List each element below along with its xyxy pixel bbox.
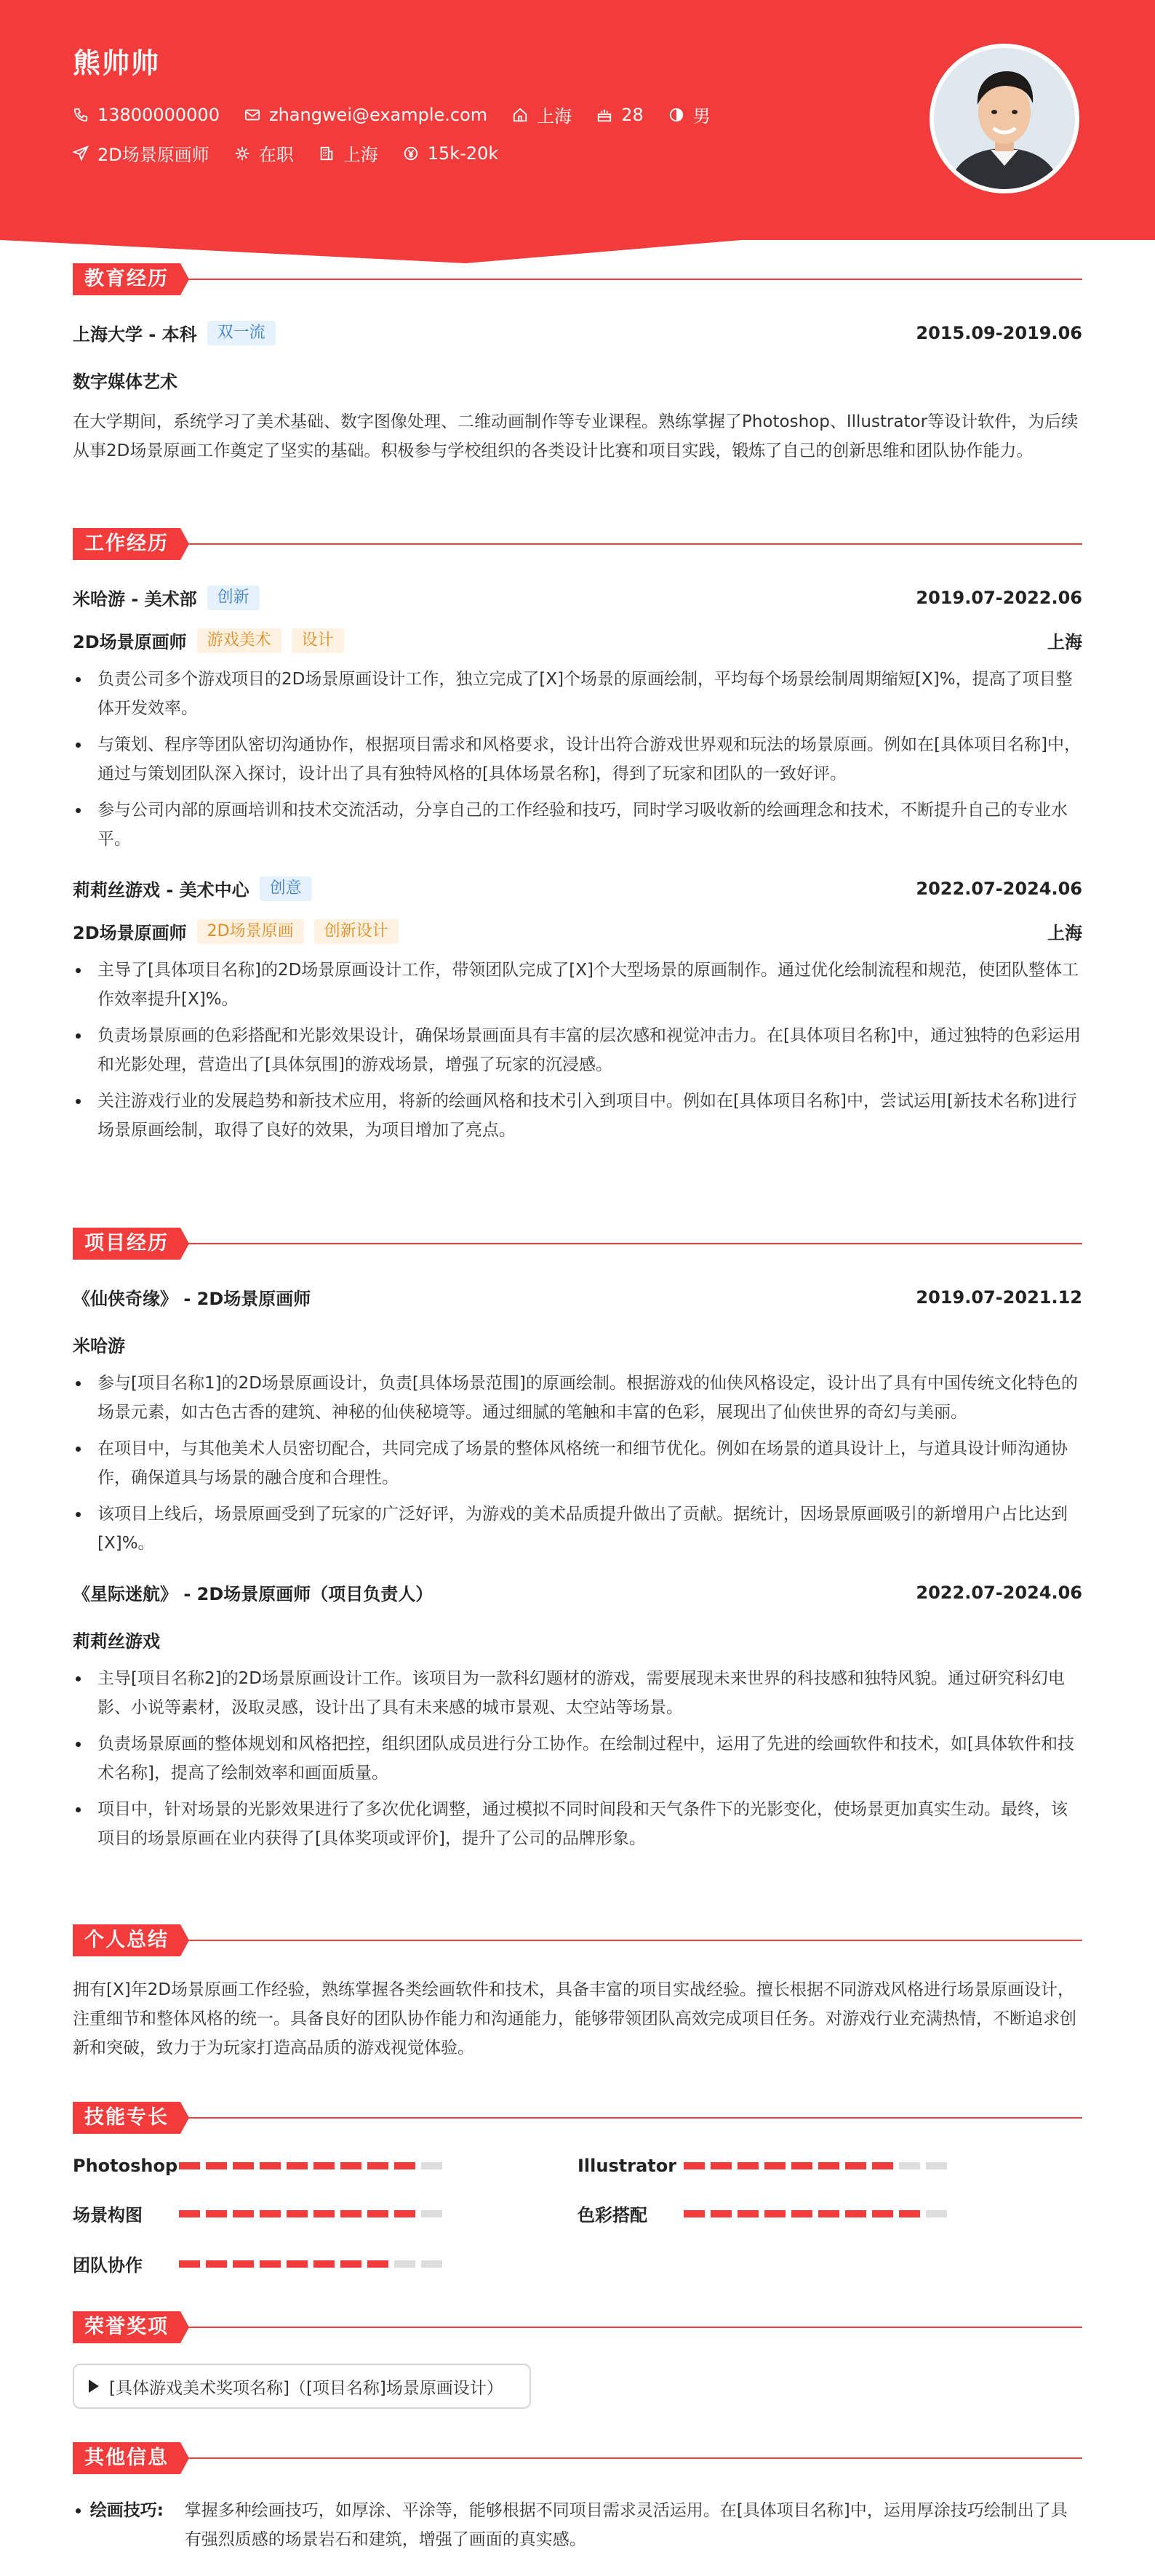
project-row xyxy=(73,1284,1082,1310)
skill-item xyxy=(73,2251,578,2276)
work-city: 上海 xyxy=(1047,923,1082,943)
skill-name: 场景构图 xyxy=(73,2205,143,2225)
project-bullets xyxy=(73,1369,1082,1558)
section-header xyxy=(73,263,1082,295)
section-header xyxy=(73,2442,1082,2474)
bullet-dot xyxy=(73,2496,90,2554)
contact-row xyxy=(73,102,735,127)
work-bullets xyxy=(73,665,1082,854)
mail-icon xyxy=(244,107,260,123)
work-date: 2019.07-2022.06 xyxy=(916,587,1082,608)
skill-name: 团队协作 xyxy=(73,2255,143,2276)
job-info xyxy=(73,140,209,166)
school-name: 上海大学 - 本科 xyxy=(73,324,197,345)
phone-icon xyxy=(73,107,89,123)
work-city: 上海 xyxy=(1047,632,1082,652)
location-info xyxy=(512,102,572,127)
project-section xyxy=(73,1228,1082,1860)
building-icon xyxy=(319,145,335,161)
project-company: 米哈游 xyxy=(73,1336,125,1356)
role-tag: 设计 xyxy=(292,628,344,653)
skill-item xyxy=(73,2156,578,2176)
skill-level-segment xyxy=(421,2210,442,2217)
skill-level-segment xyxy=(340,2210,361,2217)
skill-level-segment xyxy=(179,2210,200,2217)
salary-info xyxy=(403,143,499,164)
gender-info xyxy=(668,102,711,127)
skill-level-segment xyxy=(287,2162,308,2169)
skill-item xyxy=(73,2201,578,2226)
work-section xyxy=(73,528,1082,1152)
company-name: 米哈游 - 美术部 xyxy=(73,589,197,609)
job-row xyxy=(73,140,523,166)
age-info xyxy=(596,105,644,125)
skill-level-segment xyxy=(206,2162,227,2169)
section-divider xyxy=(175,1940,1082,1941)
project-bullets xyxy=(73,1664,1082,1853)
skill-level-segment xyxy=(872,2210,893,2217)
age-text: 28 xyxy=(621,104,644,125)
list-item: 在项目中，与其他美术人员密切配合，共同完成了场景的整体风格统一和细节优化。例如在场景的道具设计上，与道具设计师沟通协作，确保道具与场景的融合度和合理性。 xyxy=(73,1434,1082,1492)
skill-level-segment xyxy=(899,2162,920,2169)
skill-level-segment xyxy=(287,2260,308,2268)
resume-header xyxy=(0,0,1155,269)
section-title-awards: 荣誉奖项 xyxy=(73,2311,180,2343)
skill-level-segment xyxy=(926,2210,947,2217)
skill-level-segment xyxy=(260,2210,281,2217)
expand-arrow-icon xyxy=(89,2380,99,2393)
skill-item xyxy=(578,2156,1082,2176)
skill-item xyxy=(578,2201,1082,2226)
role-tag: 2D场景原画 xyxy=(197,919,304,944)
section-title-summary: 个人总结 xyxy=(73,1924,180,1956)
company-name: 莉莉丝游戏 - 美术中心 xyxy=(73,880,249,900)
skill-level-segment xyxy=(421,2162,442,2169)
skill-level-bar xyxy=(684,2162,953,2169)
skill-level-bar xyxy=(179,2162,448,2169)
summary-text: 拥有[X]年2D场景原画工作经验，熟练掌握各类绘画软件和技术，具备丰富的项目实战经验。擅长根据不同游戏风格进行场景原画设计，注重细节和整体风格的统一。具备良好的团队协作能力和沟通能力，能够带领团队高效完成项目任务。对游戏行业充满热情，不断追求创新和突破，致力于为玩家打造高品质的游戏视觉体验。 xyxy=(73,1980,1076,2057)
project-row xyxy=(73,1580,1082,1605)
education-section xyxy=(73,263,1082,465)
candidate-name: 熊帅帅 xyxy=(73,47,161,79)
skill-level-segment xyxy=(313,2210,335,2217)
award-text: [具体游戏美术奖项名称]（[项目名称]场景原画设计） xyxy=(109,2378,503,2398)
skill-level-segment xyxy=(926,2162,947,2169)
skill-level-segment xyxy=(367,2162,388,2169)
section-title-other: 其他信息 xyxy=(73,2442,180,2474)
job-text: 2D场景原画师 xyxy=(97,145,209,165)
skill-level-segment xyxy=(394,2210,415,2217)
work-row xyxy=(73,585,1082,610)
role-tag: 创新设计 xyxy=(314,919,399,944)
project-date: 2022.07-2024.06 xyxy=(916,1582,1082,1603)
list-item: 参与[项目名称1]的2D场景原画设计，负责[具体场景范围]的原画绘制。根据游戏的仙侠风格设定，设计出了具有中国传统文化特色的场景元素，如古色古香的建筑、神秘的仙侠秘境等。通过细腻的笔触和丰富的色彩，展现出了仙侠世界的奇幻与美丽。 xyxy=(73,1369,1082,1427)
home-icon xyxy=(512,107,528,123)
section-title-work: 工作经历 xyxy=(73,528,180,560)
section-divider xyxy=(175,1243,1082,1244)
skill-name: 色彩搭配 xyxy=(578,2205,647,2225)
section-header xyxy=(73,528,1082,560)
email-text: zhangwei@example.com xyxy=(268,104,488,125)
skill-level-segment xyxy=(313,2260,335,2268)
section-divider xyxy=(175,2117,1082,2119)
skill-level-segment xyxy=(818,2210,839,2217)
skill-level-segment xyxy=(738,2210,759,2217)
section-title-education: 教育经历 xyxy=(73,263,180,295)
skill-level-segment xyxy=(421,2260,442,2268)
skill-level-segment xyxy=(340,2260,361,2268)
school-tag: 双一流 xyxy=(207,321,276,345)
skill-level-segment xyxy=(818,2162,839,2169)
section-title-project: 项目经历 xyxy=(73,1228,180,1260)
skill-level-segment xyxy=(711,2162,732,2169)
status-info xyxy=(234,140,294,166)
other-item xyxy=(73,2496,1082,2554)
list-item: 主导[项目名称2]的2D场景原画设计工作。该项目为一款科幻题材的游戏，需要展现未来世界的科技感和独特风貌。通过研究科幻电影、小说等素材，汲取灵感，设计出了具有未来感的城市景观、太空站等场景。 xyxy=(73,1664,1082,1722)
skill-level-segment xyxy=(179,2162,200,2169)
skill-level-bar xyxy=(179,2210,448,2217)
summary-section xyxy=(73,1924,1082,2063)
salary-text: 15k-20k xyxy=(427,143,499,164)
skill-level-bar xyxy=(684,2210,953,2217)
list-item: 主导了[具体项目名称]的2D场景原画设计工作，带领团队完成了[X]个大型场景的原画制作。通过优化绘制流程和规范，使团队整体工作效率提升[X]%。 xyxy=(73,956,1082,1014)
skill-level-segment xyxy=(764,2162,786,2169)
phone-info xyxy=(73,105,220,125)
gender-text: 男 xyxy=(692,106,711,127)
skill-level-segment xyxy=(394,2260,415,2268)
section-divider xyxy=(175,2327,1082,2328)
skill-level-bar xyxy=(179,2260,448,2268)
work-role-row xyxy=(73,628,1082,653)
skill-level-segment xyxy=(684,2162,705,2169)
list-item: 项目中，针对场景的光影效果进行了多次优化调整，通过模拟不同时间段和天气条件下的光影变化，使场景更加真实生动。最终，该项目的场景原画在业内获得了[具体奖项或评价]，提升了公司的品牌形象。 xyxy=(73,1795,1082,1853)
cake-icon xyxy=(596,107,612,123)
list-item: 与策划、程序等团队密切沟通协作，根据项目需求和风格要求，设计出符合游戏世界观和玩法的场景原画。例如在[具体项目名称]中，通过与策划团队深入探讨，设计出了具有独特风格的[具体场景名称]，得到了玩家和团队的一致好评。 xyxy=(73,730,1082,788)
company-tag: 创新 xyxy=(207,585,260,610)
section-divider xyxy=(175,543,1082,545)
skill-level-segment xyxy=(233,2260,254,2268)
section-header xyxy=(73,1924,1082,1956)
skill-level-segment xyxy=(367,2210,388,2217)
section-divider xyxy=(175,2457,1082,2459)
location-text: 上海 xyxy=(537,106,572,127)
education-row xyxy=(73,320,1082,345)
major-name: 数字媒体艺术 xyxy=(73,372,177,392)
company-tag: 创意 xyxy=(260,876,312,901)
skills-section xyxy=(73,2102,1082,2276)
project-title: 《仙侠奇缘》 - 2D场景原画师 xyxy=(73,1289,311,1309)
skill-level-segment xyxy=(684,2210,705,2217)
status-text: 在职 xyxy=(258,145,294,165)
skill-level-segment xyxy=(233,2162,254,2169)
work-row xyxy=(73,876,1082,901)
skill-level-segment xyxy=(206,2210,227,2217)
skill-level-segment xyxy=(845,2162,866,2169)
other-label: 绘画技巧: xyxy=(89,2501,164,2520)
project-company: 莉莉丝游戏 xyxy=(73,1631,160,1652)
skill-level-segment xyxy=(206,2260,227,2268)
award-item[interactable] xyxy=(73,2364,531,2409)
section-divider xyxy=(175,279,1082,280)
money-icon xyxy=(403,145,419,161)
list-item: 负责公司多个游戏项目的2D场景原画设计工作，独立完成了[X]个场景的原画绘制，平均每个场景绘制周期缩短[X]%，提高了项目整体开发效率。 xyxy=(73,665,1082,723)
skill-level-segment xyxy=(260,2162,281,2169)
skill-level-segment xyxy=(179,2260,200,2268)
skills-grid xyxy=(73,2156,1082,2276)
skill-level-segment xyxy=(233,2210,254,2217)
skill-level-segment xyxy=(791,2162,812,2169)
work-role-row xyxy=(73,919,1082,944)
gear-icon xyxy=(234,145,250,161)
skill-level-segment xyxy=(367,2260,388,2268)
skill-level-segment xyxy=(764,2210,786,2217)
phone-text: 13800000000 xyxy=(97,104,220,125)
project-date: 2019.07-2021.12 xyxy=(916,1287,1082,1308)
skill-name: Illustrator xyxy=(578,2156,677,2176)
section-header xyxy=(73,2311,1082,2343)
section-header xyxy=(73,2102,1082,2134)
section-header xyxy=(73,1228,1082,1260)
gender-icon xyxy=(668,107,684,123)
other-section xyxy=(73,2442,1082,2554)
skill-level-segment xyxy=(899,2210,920,2217)
avatar-portrait xyxy=(934,48,1075,189)
list-item: 负责场景原画的整体规划和风格把控，组织团队成员进行分工协作。在绘制过程中，运用了先进的绘画软件和技术，如[具体软件和技术名称]，提高了绘制效率和画面质量。 xyxy=(73,1729,1082,1788)
role-name: 2D场景原画师 xyxy=(73,632,187,652)
skill-level-segment xyxy=(791,2210,812,2217)
list-item: 参与公司内部的原画培训和技术交流活动，分享自己的工作经验和技巧，同时学习吸收新的绘画理念和技术，不断提升自己的专业水平。 xyxy=(73,796,1082,854)
education-description: 在大学期间，系统学习了美术基础、数字图像处理、二维动画制作等专业课程。熟练掌握了Photoshop、Illustrator等设计软件，为后续从事2D场景原画工作奠定了坚实的基础。积极参与学校组织的各类设计比赛和项目实践，锻炼了自己的创新思维和团队协作能力。 xyxy=(73,412,1079,460)
skill-level-segment xyxy=(260,2260,281,2268)
list-item: 该项目上线后，场景原画受到了玩家的广泛好评，为游戏的美术品质提升做出了贡献。据统计，因场景原画吸引的新增用户占比达到[X]%。 xyxy=(73,1500,1082,1558)
skill-level-segment xyxy=(845,2210,866,2217)
skill-level-segment xyxy=(872,2162,893,2169)
skill-name: Photoshop xyxy=(73,2156,178,2176)
city-text: 上海 xyxy=(343,145,378,165)
work-date: 2022.07-2024.06 xyxy=(916,878,1082,899)
skill-level-segment xyxy=(340,2162,361,2169)
skill-level-segment xyxy=(287,2210,308,2217)
city-info xyxy=(319,140,378,166)
skill-level-segment xyxy=(738,2162,759,2169)
other-text: 掌握多种绘画技巧，如厚涂、平涂等，能够根据不同项目需求灵活运用。在[具体项目名称]中，运用厚涂技巧绘制出了具有强烈质感的场景岩石和建筑，增强了画面的真实感。 xyxy=(184,2501,1068,2549)
project-title: 《星际迷航》 - 2D场景原画师（项目负责人） xyxy=(73,1584,433,1604)
skill-level-segment xyxy=(313,2162,335,2169)
skill-level-segment xyxy=(394,2162,415,2169)
work-bullets xyxy=(73,956,1082,1145)
section-title-skills: 技能专长 xyxy=(73,2102,180,2134)
avatar xyxy=(930,44,1079,193)
list-item: 负责场景原画的色彩搭配和光影效果设计，确保场景画面具有丰富的层次感和视觉冲击力。在[具体项目名称]中，通过独特的色彩运用和光影处理，营造出了[具体氛围]的游戏场景，增强了玩家的沉浸感。 xyxy=(73,1021,1082,1079)
awards-section xyxy=(73,2311,1082,2409)
list-item: 关注游戏行业的发展趋势和新技术应用，将新的绘画风格和技术引入到项目中。例如在[具体项目名称]中，尝试运用[新技术名称]进行场景原画绘制，取得了良好的效果，为项目增加了亮点。 xyxy=(73,1087,1082,1145)
education-date: 2015.09-2019.06 xyxy=(916,322,1082,343)
role-name: 2D场景原画师 xyxy=(73,923,187,943)
role-tag: 游戏美术 xyxy=(197,628,281,653)
email-info xyxy=(244,105,487,125)
send-icon xyxy=(73,145,89,161)
skill-level-segment xyxy=(711,2210,732,2217)
